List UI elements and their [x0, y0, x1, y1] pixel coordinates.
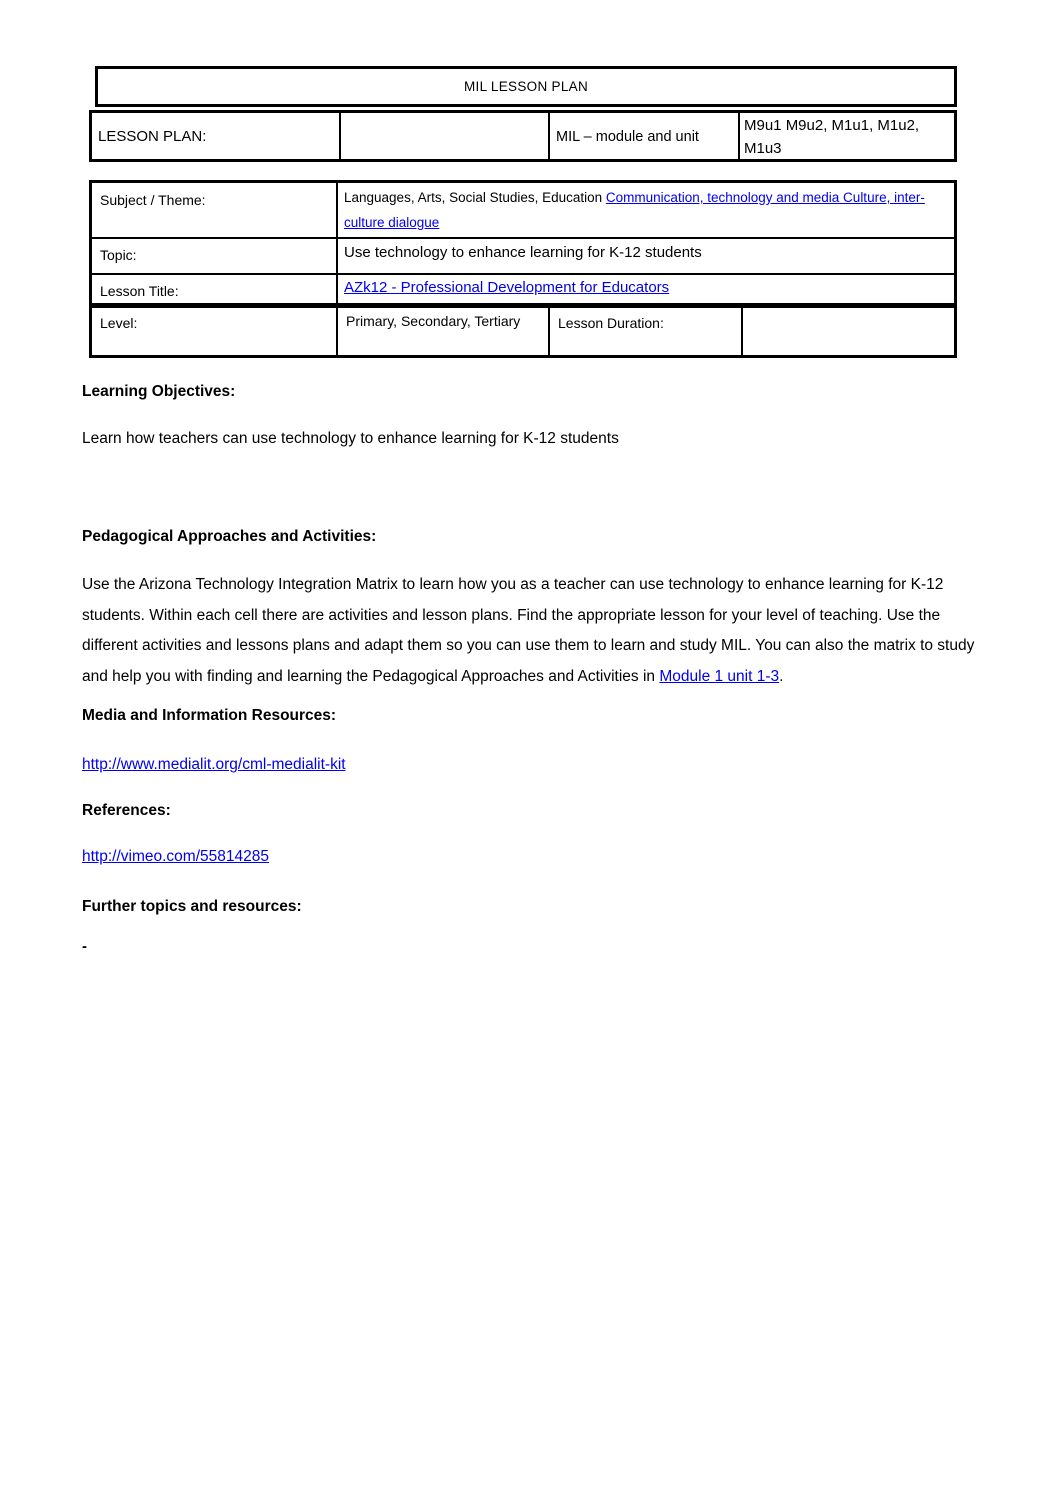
lesson-title-link[interactable]: AZk12 - Professional Development for Educators — [344, 279, 670, 296]
document-body — [82, 382, 978, 956]
pedagogical-heading: Pedagogical Approaches and Activities: — [82, 528, 377, 545]
module-unit-link[interactable]: Module 1 unit 1-3 — [659, 667, 780, 685]
subject-theme-value — [338, 183, 954, 237]
references-heading: References: — [82, 802, 171, 819]
topic-value: Use technology to enhance learning for K-12 students — [344, 244, 702, 261]
further-topics-heading: Further topics and resources: — [82, 898, 302, 915]
lesson-plan-header-table — [89, 110, 957, 162]
further-topics-text: - — [82, 938, 87, 955]
subject-theme-text: Languages, Arts, Social Studies, Education — [344, 190, 606, 205]
lesson-title-value — [338, 275, 954, 305]
learning-objectives-text: Learn how teachers can use technology to enhance learning for K-12 students — [82, 430, 619, 447]
mil-module-value: M9u1 M9u2, M1u1, M1u2, M1u3 — [744, 117, 920, 157]
pedagogical-text: Use the Arizona Technology Integration Matrix to learn how you as a teacher can use technology to enhance learning for K-12 students. Within each cell there are activities and lesson plans. Find the appropriate lesson for your level of teaching. Use the different activities and lessons plans and adapt them so you can use them to learn and study MIL. You can also the matrix to study and help you with finding and learning the Pedagogical Approaches and Activities in — [82, 576, 975, 685]
level-duration-table — [89, 303, 957, 358]
document-title-box — [95, 66, 957, 107]
medialit-link[interactable]: http://www.medialit.org/cml-medialit-kit — [82, 756, 346, 773]
topic-label: Topic: — [92, 239, 338, 273]
lesson-title-row — [92, 273, 954, 305]
media-link-line — [82, 755, 978, 774]
references-link-line — [82, 847, 978, 866]
topic-row — [92, 237, 954, 273]
mil-module-label: MIL – module and unit — [556, 128, 699, 145]
lesson-plan-label: LESSON PLAN: — [98, 128, 207, 145]
lesson-plan-value-cell — [341, 113, 550, 160]
vimeo-link[interactable]: http://vimeo.com/55814285 — [82, 848, 269, 865]
level-label: Level: — [92, 306, 338, 355]
subject-theme-label: Subject / Theme: — [92, 183, 338, 237]
document-title: MIL LESSON PLAN — [463, 79, 589, 94]
mil-module-value-cell — [740, 113, 954, 160]
subject-theme-link[interactable]: Communication, technology and media Culture, inter-culture dialogue — [344, 190, 925, 230]
mil-module-label-cell — [550, 113, 740, 160]
subject-theme-row — [92, 183, 954, 237]
level-value: Primary, Secondary, Tertiary — [338, 306, 550, 355]
pedagogical-text-after: . — [779, 667, 784, 685]
lesson-title-label: Lesson Title: — [92, 275, 338, 305]
lesson-duration-label: Lesson Duration: — [550, 306, 743, 355]
lesson-duration-value — [743, 306, 954, 355]
media-resources-heading: Media and Information Resources: — [82, 707, 337, 724]
pedagogical-paragraph — [82, 570, 978, 692]
lesson-plan-label-cell — [92, 113, 341, 160]
lesson-info-table — [89, 180, 957, 308]
learning-objectives-heading: Learning Objectives: — [82, 383, 236, 400]
